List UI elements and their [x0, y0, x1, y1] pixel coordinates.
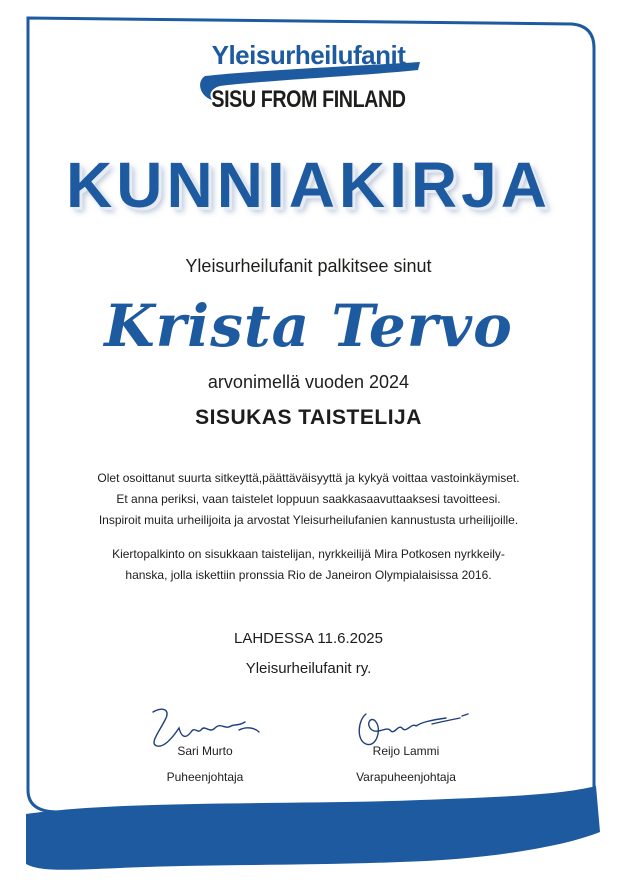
logo-tagline: SISU FROM FINLAND [211, 86, 406, 113]
intro-text: Yleisurheilufanit palkitsee sinut [185, 256, 432, 276]
recipient-name: Krista Tervo [104, 292, 513, 360]
award-name: SISUKAS TAISTELIJA [195, 406, 422, 429]
signer-name: Reijo Lammi [372, 744, 440, 758]
signer-role: Varapuheenjohtaja [356, 770, 456, 784]
signature-block-chair [105, 700, 305, 784]
bottom-wave [26, 786, 600, 870]
signer-name: Sari Murto [177, 744, 233, 758]
logo-wordmark: Yleisurheilufanit [211, 40, 406, 70]
citation-line: Et anna periksi, vaan taistelet loppuun saakkasaavuttaaksesi tavoitteesi. [116, 492, 501, 506]
citation-paragraph [0, 468, 617, 531]
signer-role: Puheenjohtaja [166, 770, 244, 784]
trophy-line: Kiertopalkinto on sisukkaan taistelijan, nyrkkeilijä Mira Potkosen nyrkkeily- [112, 547, 505, 561]
citation-line: Inspiroit muita urheilijoita ja arvostat Yleisurheilufanien kannustusta urheilijoille. [98, 513, 519, 527]
organization-name: Yleisurheilufanit ry. [245, 660, 372, 677]
signature-block-vice-chair [306, 700, 506, 784]
trophy-paragraph [0, 544, 617, 586]
trophy-line: hanska, jolla iskettiin pronssia Rio de Janeiron Olympialaisissa 2016. [125, 568, 492, 582]
citation-line: Olet osoittanut suurta sitkeyttä,päättäväisyyttä ja kykyä voittaa vastoinkäymiset. [97, 471, 520, 485]
certificate-title: KUNNIAKIRJA [66, 149, 551, 221]
place-date: LAHDESSA 11.6.2025 [234, 630, 383, 647]
title-line: arvonimellä vuoden 2024 [207, 372, 410, 392]
